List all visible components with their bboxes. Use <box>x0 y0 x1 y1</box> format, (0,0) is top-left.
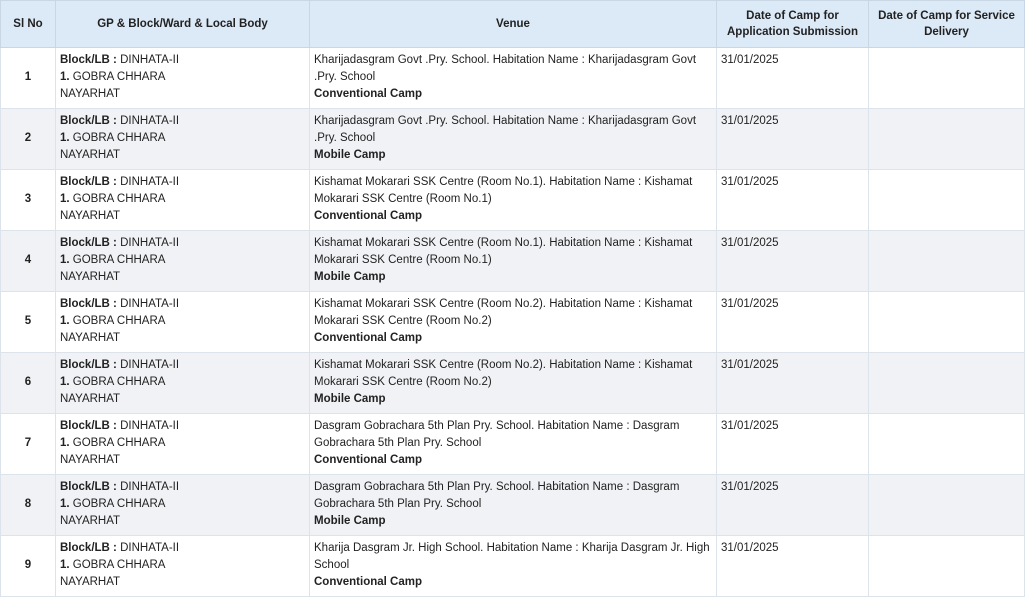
table-row <box>1 536 1025 597</box>
venue-cell <box>310 414 717 475</box>
venue-text: Kishamat Mokarari SSK Centre (Room No.2). Habitation Name : Kishamat Mokarari SSK Centre (Room No.2) <box>314 359 693 388</box>
venue-text: Kharijadasgram Govt .Pry. School. Habitation Name : Kharijadasgram Govt .Pry. School <box>314 115 697 144</box>
block-label: Block/LB : <box>60 176 117 188</box>
table-row <box>1 48 1025 109</box>
gp-block-cell <box>56 353 310 414</box>
header-date-application[interactable]: Date of Camp for Application Submission <box>717 1 869 48</box>
block-name: DINHATA-II <box>120 237 180 249</box>
date-application-cell: 31/01/2025 <box>717 353 869 414</box>
gp-block-cell <box>56 170 310 231</box>
block-line <box>60 540 305 557</box>
gp-number: 1. <box>60 71 70 83</box>
venue-cell <box>310 353 717 414</box>
gp-block-cell <box>56 536 310 597</box>
gp-number: 1. <box>60 254 70 266</box>
block-name: DINHATA-II <box>120 359 180 371</box>
sl-no-cell: 4 <box>1 231 56 292</box>
gp-number: 1. <box>60 559 70 571</box>
header-venue[interactable]: Venue <box>310 1 717 48</box>
venue-cell <box>310 109 717 170</box>
block-label: Block/LB : <box>60 481 117 493</box>
block-line <box>60 479 305 496</box>
venue-text: Dasgram Gobrachara 5th Plan Pry. School. Habitation Name : Dasgram Gobrachara 5th Plan Pry. School <box>314 420 680 449</box>
block-line <box>60 357 305 374</box>
block-name: DINHATA-II <box>120 115 180 127</box>
gp-name: GOBRA CHHARA <box>72 559 166 571</box>
gp-block-cell <box>56 475 310 536</box>
date-application-cell: 31/01/2025 <box>717 414 869 475</box>
camp-type: Mobile Camp <box>314 271 386 283</box>
venue-cell <box>310 292 717 353</box>
local-body: NAYARHAT <box>60 210 121 222</box>
table-row <box>1 292 1025 353</box>
date-service-cell <box>869 109 1025 170</box>
date-service-cell <box>869 170 1025 231</box>
table-row <box>1 353 1025 414</box>
date-application-cell: 31/01/2025 <box>717 292 869 353</box>
block-label: Block/LB : <box>60 54 117 66</box>
sl-no-cell: 3 <box>1 170 56 231</box>
gp-name: GOBRA CHHARA <box>72 132 166 144</box>
gp-name: GOBRA CHHARA <box>72 376 166 388</box>
venue-cell <box>310 231 717 292</box>
block-name: DINHATA-II <box>120 420 180 432</box>
local-body: NAYARHAT <box>60 332 121 344</box>
gp-number: 1. <box>60 193 70 205</box>
table-row <box>1 414 1025 475</box>
local-body: NAYARHAT <box>60 576 121 588</box>
table-row <box>1 475 1025 536</box>
sl-no-cell: 6 <box>1 353 56 414</box>
block-label: Block/LB : <box>60 237 117 249</box>
venue-cell <box>310 536 717 597</box>
date-service-cell <box>869 414 1025 475</box>
gp-name: GOBRA CHHARA <box>72 437 166 449</box>
date-service-cell <box>869 536 1025 597</box>
table-row <box>1 170 1025 231</box>
block-label: Block/LB : <box>60 298 117 310</box>
venue-text: Dasgram Gobrachara 5th Plan Pry. School. Habitation Name : Dasgram Gobrachara 5th Plan Pry. School <box>314 481 680 510</box>
block-line <box>60 113 305 130</box>
header-date-service[interactable]: Date of Camp for Service Delivery <box>869 1 1025 48</box>
gp-line <box>60 252 305 269</box>
date-application-cell: 31/01/2025 <box>717 170 869 231</box>
date-application-cell: 31/01/2025 <box>717 48 869 109</box>
gp-line <box>60 557 305 574</box>
block-line <box>60 418 305 435</box>
camp-type: Conventional Camp <box>314 576 422 588</box>
block-line <box>60 174 305 191</box>
local-body: NAYARHAT <box>60 271 121 283</box>
venue-cell <box>310 170 717 231</box>
gp-line <box>60 435 305 452</box>
local-body: NAYARHAT <box>60 149 121 161</box>
gp-line <box>60 191 305 208</box>
date-service-cell <box>869 475 1025 536</box>
gp-line <box>60 313 305 330</box>
gp-name: GOBRA CHHARA <box>72 193 166 205</box>
date-application-cell: 31/01/2025 <box>717 536 869 597</box>
header-gp-block[interactable]: GP & Block/Ward & Local Body <box>56 1 310 48</box>
table-header-row <box>1 1 1025 48</box>
date-service-cell <box>869 292 1025 353</box>
block-label: Block/LB : <box>60 359 117 371</box>
table-row <box>1 231 1025 292</box>
block-name: DINHATA-II <box>120 481 180 493</box>
gp-line <box>60 69 305 86</box>
venue-text: Kharija Dasgram Jr. High School. Habitation Name : Kharija Dasgram Jr. High School <box>314 542 710 571</box>
local-body: NAYARHAT <box>60 515 121 527</box>
block-name: DINHATA-II <box>120 176 180 188</box>
sl-no-cell: 8 <box>1 475 56 536</box>
sl-no-cell: 2 <box>1 109 56 170</box>
gp-line <box>60 496 305 513</box>
venue-text: Kishamat Mokarari SSK Centre (Room No.2). Habitation Name : Kishamat Mokarari SSK Centre (Room No.2) <box>314 298 693 327</box>
sl-no-cell: 9 <box>1 536 56 597</box>
gp-name: GOBRA CHHARA <box>72 315 166 327</box>
block-line <box>60 296 305 313</box>
gp-name: GOBRA CHHARA <box>72 71 166 83</box>
camp-type: Conventional Camp <box>314 332 422 344</box>
gp-block-cell <box>56 292 310 353</box>
block-label: Block/LB : <box>60 542 117 554</box>
header-sl-no[interactable]: Sl No <box>1 1 56 48</box>
sl-no-cell: 5 <box>1 292 56 353</box>
camp-type: Mobile Camp <box>314 393 386 405</box>
date-application-cell: 31/01/2025 <box>717 109 869 170</box>
camp-type: Mobile Camp <box>314 149 386 161</box>
gp-name: GOBRA CHHARA <box>72 498 166 510</box>
sl-no-cell: 7 <box>1 414 56 475</box>
venue-cell <box>310 48 717 109</box>
venue-text: Kishamat Mokarari SSK Centre (Room No.1). Habitation Name : Kishamat Mokarari SSK Centre (Room No.1) <box>314 237 693 266</box>
gp-number: 1. <box>60 376 70 388</box>
block-label: Block/LB : <box>60 420 117 432</box>
gp-block-cell <box>56 48 310 109</box>
gp-block-cell <box>56 109 310 170</box>
gp-block-cell <box>56 231 310 292</box>
gp-number: 1. <box>60 132 70 144</box>
venue-cell <box>310 475 717 536</box>
local-body: NAYARHAT <box>60 454 121 466</box>
gp-line <box>60 130 305 147</box>
camp-type: Conventional Camp <box>314 454 422 466</box>
date-application-cell: 31/01/2025 <box>717 475 869 536</box>
block-line <box>60 52 305 69</box>
block-name: DINHATA-II <box>120 542 180 554</box>
gp-name: GOBRA CHHARA <box>72 254 166 266</box>
block-label: Block/LB : <box>60 115 117 127</box>
date-service-cell <box>869 231 1025 292</box>
gp-number: 1. <box>60 498 70 510</box>
table-row <box>1 109 1025 170</box>
block-name: DINHATA-II <box>120 54 180 66</box>
block-line <box>60 235 305 252</box>
gp-number: 1. <box>60 437 70 449</box>
local-body: NAYARHAT <box>60 393 121 405</box>
block-name: DINHATA-II <box>120 298 180 310</box>
date-service-cell <box>869 48 1025 109</box>
gp-line <box>60 374 305 391</box>
gp-number: 1. <box>60 315 70 327</box>
camp-type: Conventional Camp <box>314 210 422 222</box>
camp-type: Mobile Camp <box>314 515 386 527</box>
venue-text: Kharijadasgram Govt .Pry. School. Habitation Name : Kharijadasgram Govt .Pry. School <box>314 54 697 83</box>
gp-block-cell <box>56 414 310 475</box>
date-application-cell: 31/01/2025 <box>717 231 869 292</box>
camp-type: Conventional Camp <box>314 88 422 100</box>
sl-no-cell: 1 <box>1 48 56 109</box>
date-service-cell <box>869 353 1025 414</box>
local-body: NAYARHAT <box>60 88 121 100</box>
venue-text: Kishamat Mokarari SSK Centre (Room No.1). Habitation Name : Kishamat Mokarari SSK Centre (Room No.1) <box>314 176 693 205</box>
